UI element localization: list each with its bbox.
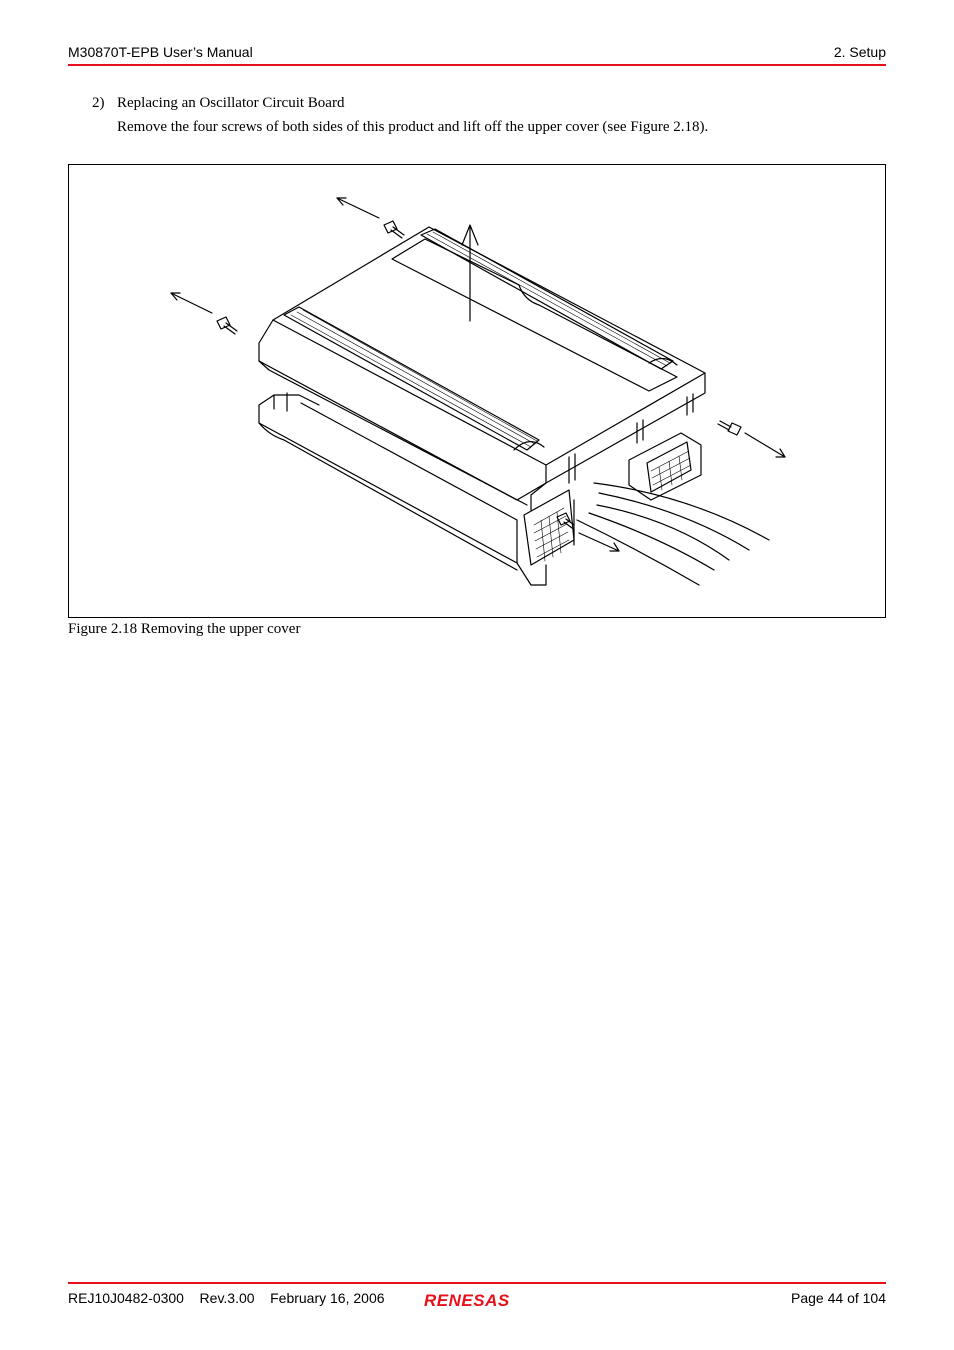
screw-top-left-icon bbox=[337, 198, 404, 238]
manual-title: M30870T-EPB User’s Manual bbox=[68, 44, 253, 60]
header-rule bbox=[68, 64, 886, 66]
revision: Rev.3.00 bbox=[199, 1290, 255, 1306]
lift-arrow-icon bbox=[462, 225, 478, 321]
lower-case-icon bbox=[259, 393, 574, 585]
instruction-text: Remove the four screws of both sides of this product and lift off the upper cover (see Figure 2.18). bbox=[117, 119, 709, 135]
rear-connector-icon bbox=[629, 433, 701, 500]
screw-front-icon bbox=[557, 513, 619, 551]
doc-number: REJ10J0482-0300 bbox=[68, 1290, 184, 1306]
figure-frame bbox=[68, 164, 886, 618]
page-number: Page 44 of 104 bbox=[791, 1290, 886, 1306]
renesas-logo bbox=[422, 1289, 534, 1311]
figure-caption: Figure 2.18 Removing the upper cover bbox=[68, 621, 301, 637]
doc-info bbox=[68, 1290, 385, 1306]
page-header bbox=[68, 44, 886, 64]
svg-text:RENESAS: RENESAS bbox=[424, 1291, 510, 1310]
section-title: 2. Setup bbox=[833, 44, 886, 60]
footer-rule bbox=[68, 1282, 886, 1284]
step-heading bbox=[92, 95, 344, 112]
step-title: Replacing an Oscillator Circuit Board bbox=[117, 95, 345, 111]
upper-cover-icon bbox=[259, 227, 705, 510]
upper-cover-illustration bbox=[69, 165, 885, 617]
screw-left-icon bbox=[171, 293, 237, 334]
cables-icon bbox=[577, 483, 769, 585]
date: February 16, 2006 bbox=[270, 1290, 385, 1306]
screw-right-icon bbox=[718, 421, 785, 457]
step-number: 2) bbox=[92, 95, 105, 111]
